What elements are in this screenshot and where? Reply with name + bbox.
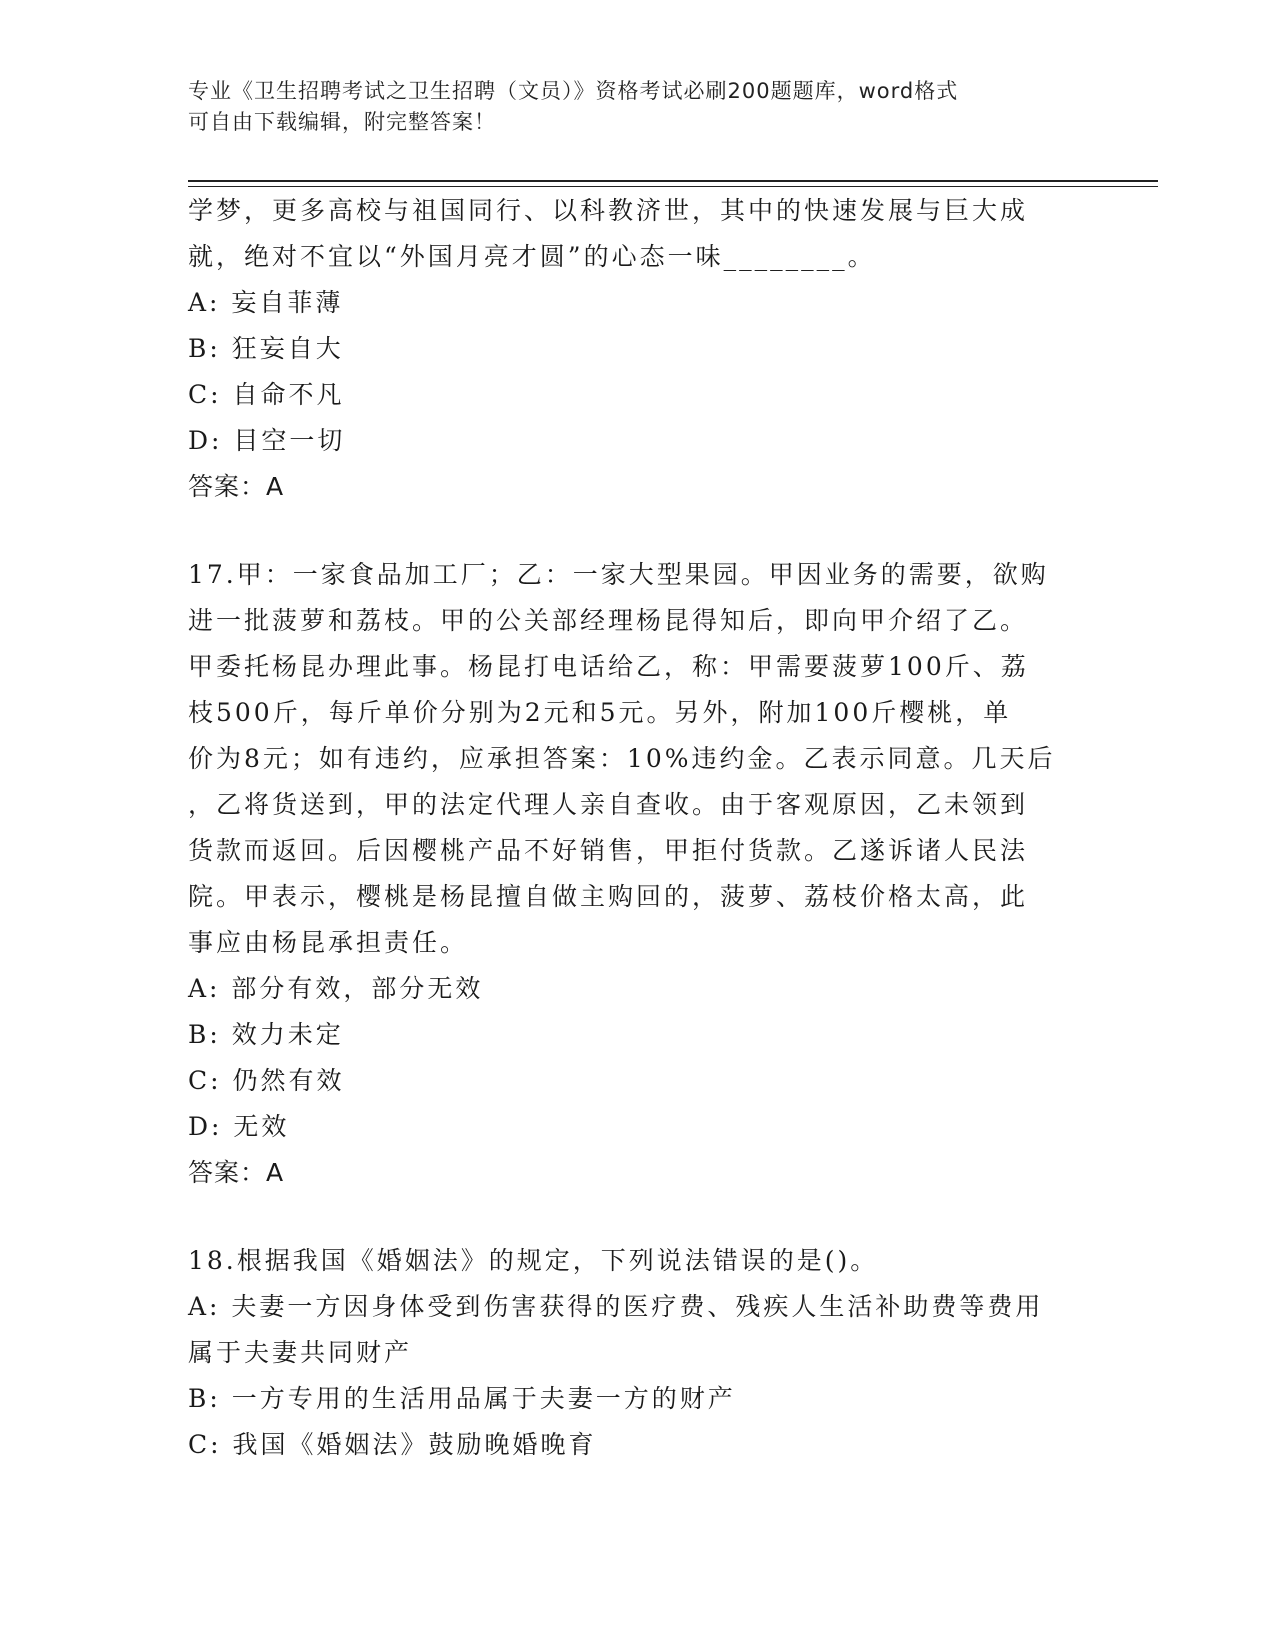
- question-text-line: 甲委托杨昆办理此事。杨昆打电话给乙，称：甲需要菠萝100斤、荔: [188, 652, 1029, 681]
- question-text-line: 学梦，更多高校与祖国同行、以科教济世，其中的快速发展与巨大成: [188, 196, 1029, 225]
- option-a: A: 妄自菲薄: [188, 288, 344, 317]
- option-b: B: 效力未定: [188, 1020, 344, 1049]
- question-text-line: 18.根据我国《婚姻法》的规定，下列说法错误的是()。: [188, 1246, 879, 1275]
- question-16: [188, 188, 1088, 510]
- header-line-1: 专业《卫生招聘考试之卫生招聘（文员）》资格考试必刷200题题库，word格式: [188, 79, 959, 103]
- option-c: C: 我国《婚姻法》鼓励晚婚晚育: [188, 1430, 597, 1459]
- question-text-line: 进一批菠萝和荔枝。甲的公关部经理杨昆得知后，即向甲介绍了乙。: [188, 606, 1029, 635]
- option-d: D: 无效: [188, 1112, 290, 1141]
- option-c: C: 仍然有效: [188, 1066, 345, 1095]
- option-b: B: 狂妄自大: [188, 334, 344, 363]
- question-text-line: 就，绝对不宜以“外国月亮才圆”的心态一味________。: [188, 242, 876, 271]
- spacer: [188, 510, 1088, 552]
- header-rule-thick: [188, 180, 1158, 182]
- option-a-continued: 属于夫妻共同财产: [188, 1338, 413, 1367]
- option-a: A: 夫妻一方因身体受到伤害获得的医疗费、残疾人生活补助费等费用: [188, 1292, 1044, 1321]
- question-text-line: ，乙将货送到，甲的法定代理人亲自查收。由于客观原因，乙未领到: [188, 790, 1029, 819]
- answer-line: 答案：A: [188, 472, 285, 501]
- question-17: [188, 552, 1088, 1196]
- option-c: C: 自命不凡: [188, 380, 345, 409]
- answer-line: 答案：A: [188, 1158, 285, 1187]
- question-text-line: 院。甲表示，樱桃是杨昆擅自做主购回的，菠萝、荔枝价格太高，此: [188, 882, 1029, 911]
- option-a: A: 部分有效，部分无效: [188, 974, 484, 1003]
- header-rule-thin: [188, 186, 1158, 187]
- question-text-line: 17.甲：一家食品加工厂；乙：一家大型果园。甲因业务的需要，欲购: [188, 560, 1049, 589]
- header-line-2: 可自由下载编辑，附完整答案！: [188, 110, 496, 134]
- document-header: [188, 76, 1088, 138]
- question-text-line: 枝500斤，每斤单价分别为2元和5元。另外，附加100斤樱桃，单: [188, 698, 1012, 727]
- question-text-line: 货款而返回。后因樱桃产品不好销售，甲拒付货款。乙遂诉诸人民法: [188, 836, 1029, 865]
- question-text-line: 价为8元；如有违约，应承担答案：10%违约金。乙表示同意。几天后: [188, 744, 1056, 773]
- question-content: [188, 188, 1088, 1468]
- spacer: [188, 1196, 1088, 1238]
- question-text-line: 事应由杨昆承担责任。: [188, 928, 469, 957]
- question-18: [188, 1238, 1088, 1468]
- option-b: B: 一方专用的生活用品属于夫妻一方的财产: [188, 1384, 736, 1413]
- option-d: D: 目空一切: [188, 426, 346, 455]
